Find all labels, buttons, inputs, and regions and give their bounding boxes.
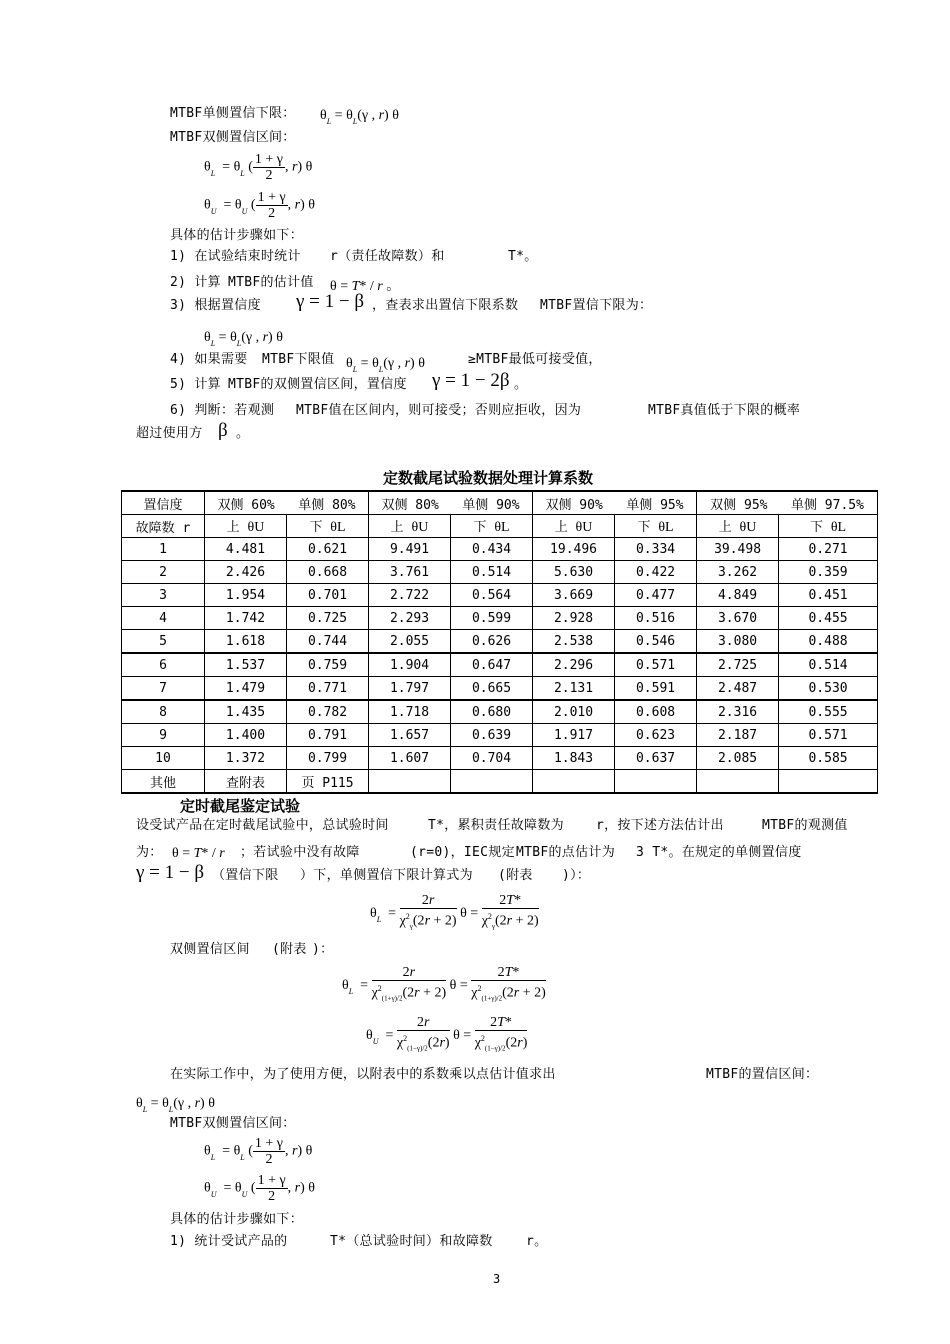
subheader-failure-count: 故障数 r: [122, 515, 205, 538]
subheader-upper: 上 θU: [533, 515, 615, 538]
coefficient-cell: 0.623: [615, 724, 697, 747]
eq-chi-lower: $\theta_L$ = $\frac{2r}{\chi^2_\gamma(2r + 2)}$ θ = $\frac{2T*}{\chi^2_\gamma(2r + 2)}$: [370, 893, 539, 931]
coefficient-cell: 0.725: [287, 607, 369, 630]
coefficient-cell: 0.799: [287, 747, 369, 770]
step2-b: MTBF的估计值: [228, 275, 314, 290]
coefficient-cell: 0.564: [451, 584, 533, 607]
coefficient-cell: 3.262: [697, 561, 779, 584]
failure-count-cell: 7: [122, 677, 205, 701]
timed-steps-heading: 具体的估计步骤如下：: [170, 1212, 304, 1227]
step3-eq: γ = 1 − β: [296, 291, 364, 312]
step1: 1) 在试验结束时统计: [170, 249, 301, 264]
step6-beta: β: [218, 420, 228, 441]
coefficient-cell: 0.359: [779, 561, 878, 584]
timed-step1-c: r。: [526, 1234, 548, 1249]
eq-one-sided: $\theta_L = \theta_L(\gamma$ , r) θ: [320, 108, 399, 126]
coefficient-cell: 0.555: [779, 700, 878, 724]
coefficient-cell: 0.451: [779, 584, 878, 607]
timed-p2-e: 3 T*。在规定的单侧置信度: [636, 845, 802, 860]
coefficient-cell: 2.426: [205, 561, 287, 584]
coefficient-cell: 0.488: [779, 630, 878, 654]
coefficient-cell: 0.621: [287, 538, 369, 561]
coefficient-cell: 2.131: [533, 677, 615, 701]
two-sided-intro-b: (附表: [272, 942, 307, 957]
coefficient-cell: 2.187: [697, 724, 779, 747]
coefficient-cell: 0.546: [615, 630, 697, 654]
coefficient-cell: 1.607: [369, 747, 451, 770]
timed-mtbf-two-sided: MTBF双侧置信区间：: [170, 1116, 296, 1131]
coefficient-cell: 0.530: [779, 677, 878, 701]
subheader-upper: 上 θU: [697, 515, 779, 538]
table-row: [122, 747, 878, 770]
timed-step1-a: 1) 统计受试产品的: [170, 1234, 288, 1249]
step5: 5) 计算: [170, 377, 221, 392]
coefficient-cell: 1.435: [205, 700, 287, 724]
timed-step1-b: T*（总试验时间）和故障数: [330, 1234, 493, 1249]
table-footer-row: [122, 770, 878, 794]
subheader-lower: 下 θL: [779, 515, 878, 538]
table-body: [122, 538, 878, 770]
subheader-upper: 上 θU: [205, 515, 287, 538]
coefficient-cell: 0.514: [451, 561, 533, 584]
two-sided-intro: 双侧置信区间: [170, 942, 250, 957]
coefficient-cell: 0.271: [779, 538, 878, 561]
table-row: [122, 561, 878, 584]
coefficient-cell: 2.010: [533, 700, 615, 724]
timed-p2-c: (r=0)，IEC规定: [410, 845, 515, 860]
timed-p3-c: (附表: [498, 868, 533, 883]
step2: 2) 计算: [170, 275, 221, 290]
timed-p4-b: MTBF的置信区间：: [706, 1067, 819, 1082]
coefficient-cell: 0.608: [615, 700, 697, 724]
header-group-3: 双侧 90% 单侧 95%: [533, 491, 697, 515]
step6: 6) 判断：若观测: [170, 403, 275, 418]
step3-formula: $\theta_L = \theta_L(\gamma$ , r) θ: [204, 330, 283, 348]
failure-count-cell: 1: [122, 538, 205, 561]
coefficient-cell: 0.744: [287, 630, 369, 654]
timed-p2-d: MTBF的点估计为: [516, 845, 616, 860]
coefficient-cell: 3.080: [697, 630, 779, 654]
step3-c: MTBF置信下限为：: [540, 298, 653, 313]
table-header-row: [122, 491, 878, 515]
coefficient-cell: 0.791: [287, 724, 369, 747]
steps-heading: 具体的估计步骤如下：: [170, 228, 304, 243]
coefficient-cell: 2.487: [697, 677, 779, 701]
step1-b: r（责任故障数）和: [330, 249, 445, 264]
coefficient-cell: 4.849: [697, 584, 779, 607]
coefficient-cell: 1.657: [369, 724, 451, 747]
coefficient-cell: 0.477: [615, 584, 697, 607]
coefficient-cell: 1.537: [205, 653, 287, 677]
step2-eq: θ = T* / r 。: [330, 279, 401, 294]
failure-count-cell: 3: [122, 584, 205, 607]
timed-p3-a: （置信下限: [212, 868, 279, 883]
timed-eq-two-lower: $\theta_L = \theta_L$ ( $\frac{1 + \gamma}{2}$ , r) θ: [204, 1136, 313, 1167]
subheader-upper: 上 θU: [369, 515, 451, 538]
header-group-4: 双侧 95% 单侧 97.5%: [697, 491, 878, 515]
coefficient-cell: 2.928: [533, 607, 615, 630]
coefficient-cell: 9.491: [369, 538, 451, 561]
coefficient-cell: 0.782: [287, 700, 369, 724]
coefficient-cell: 0.637: [615, 747, 697, 770]
header-group-1: 双侧 60% 单侧 80%: [205, 491, 369, 515]
coefficient-table: [121, 490, 878, 794]
coefficient-cell: 19.496: [533, 538, 615, 561]
coefficient-cell: 0.704: [451, 747, 533, 770]
coefficient-cell: 0.639: [451, 724, 533, 747]
mtbf-two-sided-label: MTBF双侧置信区间：: [170, 130, 296, 145]
coefficient-cell: 0.571: [615, 653, 697, 677]
coefficient-cell: 3.670: [697, 607, 779, 630]
footer-a: 查附表: [205, 770, 287, 794]
timed-p1-a: 设受试产品在定时截尾试验中，总试验时间: [136, 818, 389, 833]
coefficient-cell: 3.761: [369, 561, 451, 584]
coefficient-cell: 0.626: [451, 630, 533, 654]
coefficient-cell: 5.630: [533, 561, 615, 584]
eq-two-upper: $\theta_U = \theta_U$ ( $\frac{1 + \gamma}{2}$ , r) θ: [204, 190, 315, 221]
step4-b: MTBF下限值: [262, 352, 335, 367]
failure-count-cell: 5: [122, 630, 205, 654]
step4-c: ≥MTBF最低可接受值，: [468, 352, 602, 367]
coefficient-cell: 1.718: [369, 700, 451, 724]
step3-b: ，查表求出置信下限系数: [372, 298, 519, 313]
coefficient-cell: 0.647: [451, 653, 533, 677]
step5-b: MTBF的双侧置信区间，置信度: [228, 377, 407, 392]
footer-label: 其他: [122, 770, 205, 794]
page-number: 3: [493, 1272, 501, 1286]
subheader-lower: 下 θL: [615, 515, 697, 538]
subheader-lower: 下 θL: [451, 515, 533, 538]
coefficient-cell: 2.725: [697, 653, 779, 677]
eq-chi-two-lower: $\theta_L$ = $\frac{2r}{\chi^2_{(1+\gamma)/2}(2r + 2)}$ θ = $\frac{2T*}{\chi^2_{(1+\gamma)/2}(2r + 2)}$: [342, 965, 546, 1003]
coefficient-cell: 4.481: [205, 538, 287, 561]
coefficient-cell: 0.516: [615, 607, 697, 630]
timed-p1-c: r，按下述方法估计出: [596, 818, 724, 833]
step1-c: T*。: [508, 249, 538, 264]
timed-title: 定时截尾鉴定试验: [180, 797, 301, 815]
table-row: [122, 630, 878, 654]
coefficient-cell: 2.293: [369, 607, 451, 630]
coefficient-cell: 0.455: [779, 607, 878, 630]
failure-count-cell: 6: [122, 653, 205, 677]
coefficient-cell: 0.434: [451, 538, 533, 561]
coefficient-cell: 0.334: [615, 538, 697, 561]
timed-p1-b: T*，累积责任故障数为: [428, 818, 564, 833]
coefficient-cell: 2.722: [369, 584, 451, 607]
timed-p2-b: ；若试验中没有故障: [240, 845, 360, 860]
coefficient-cell: 0.599: [451, 607, 533, 630]
timed-p4-a: 在实际工作中，为了使用方便，以附表中的系数乘以点估计值求出: [170, 1067, 556, 1082]
coefficient-cell: 0.422: [615, 561, 697, 584]
failure-count-cell: 10: [122, 747, 205, 770]
timed-p3-d: )）：: [562, 868, 591, 883]
coefficient-cell: 0.759: [287, 653, 369, 677]
step6-e: 。: [236, 426, 250, 441]
coefficient-cell: 1.618: [205, 630, 287, 654]
coefficient-cell: 0.701: [287, 584, 369, 607]
table-row: [122, 584, 878, 607]
step6-b: MTBF值在区间内，则可接受；否则应拒收，因为: [296, 403, 582, 418]
coefficient-cell: 1.400: [205, 724, 287, 747]
coefficient-cell: 2.085: [697, 747, 779, 770]
eq-two-lower: $\theta_L = \theta_L$ ( $\frac{1 + \gamma}{2}$ , r) θ: [204, 152, 313, 183]
coefficient-cell: 2.055: [369, 630, 451, 654]
timed-p2-a: 为：: [136, 845, 163, 860]
timed-eq-two-upper: $\theta_U = \theta_U$ ( $\frac{1 + \gamma}{2}$ , r) θ: [204, 1173, 315, 1204]
coefficient-cell: 2.538: [533, 630, 615, 654]
table-row: [122, 724, 878, 747]
timed-p1-d: MTBF的观测值: [762, 818, 848, 833]
table-row: [122, 653, 878, 677]
table-title: 定数截尾试验数据处理计算系数: [383, 469, 594, 487]
coefficient-cell: 0.571: [779, 724, 878, 747]
coefficient-cell: 0.680: [451, 700, 533, 724]
coefficient-cell: 0.771: [287, 677, 369, 701]
coefficient-cell: 2.296: [533, 653, 615, 677]
footer-b: 页 P115: [287, 770, 369, 794]
failure-count-cell: 9: [122, 724, 205, 747]
coefficient-cell: 1.479: [205, 677, 287, 701]
coefficient-cell: 1.742: [205, 607, 287, 630]
coefficient-cell: 1.904: [369, 653, 451, 677]
coefficient-cell: 0.514: [779, 653, 878, 677]
failure-count-cell: 8: [122, 700, 205, 724]
two-sided-intro-c: )：: [312, 942, 334, 957]
eq-chi-two-upper: $\theta_U$ = $\frac{2r}{\chi^2_{(1-\gamma)/2}(2r)}$ θ = $\frac{2T*}{\chi^2_{(1-\gamma)/2}(2r)}$: [366, 1015, 528, 1053]
coefficient-cell: 1.843: [533, 747, 615, 770]
table-subheader-row: [122, 515, 878, 538]
timed-p2-eq: θ = T* / r: [172, 846, 225, 861]
timed-eq-one-sided: $\theta_L = \theta_L(\gamma$ , r) θ: [136, 1096, 215, 1114]
coefficient-cell: 0.665: [451, 677, 533, 701]
step4-formula: $\theta_L = \theta_L(\gamma$ , r) θ: [346, 356, 425, 374]
coefficient-cell: 0.591: [615, 677, 697, 701]
table-row: [122, 607, 878, 630]
header-confidence-label: 置信度: [122, 491, 205, 515]
step5-c: 。: [514, 377, 528, 392]
step6-d: 超过使用方: [136, 426, 203, 441]
coefficient-cell: 1.954: [205, 584, 287, 607]
timed-p3-b: ）下，单侧置信下限计算式为: [300, 868, 473, 883]
coefficient-cell: 0.668: [287, 561, 369, 584]
table-row: [122, 700, 878, 724]
step3: 3) 根据置信度: [170, 298, 261, 313]
header-group-2: 双侧 80% 单侧 90%: [369, 491, 533, 515]
table-row: [122, 538, 878, 561]
coefficient-cell: 39.498: [697, 538, 779, 561]
subheader-lower: 下 θL: [287, 515, 369, 538]
coefficient-cell: 2.316: [697, 700, 779, 724]
mtbf-one-sided-label: MTBF单侧置信下限：: [170, 106, 296, 121]
step6-c: MTBF真值低于下限的概率: [648, 403, 801, 418]
coefficient-cell: 1.372: [205, 747, 287, 770]
coefficient-cell: 0.585: [779, 747, 878, 770]
coefficient-cell: 1.917: [533, 724, 615, 747]
step4: 4) 如果需要: [170, 352, 248, 367]
coefficient-cell: 3.669: [533, 584, 615, 607]
step5-eq: γ = 1 − 2β: [432, 370, 510, 391]
table-row: [122, 677, 878, 701]
failure-count-cell: 2: [122, 561, 205, 584]
coefficient-cell: 1.797: [369, 677, 451, 701]
timed-p3-eq: γ = 1 − β: [136, 862, 204, 883]
failure-count-cell: 4: [122, 607, 205, 630]
